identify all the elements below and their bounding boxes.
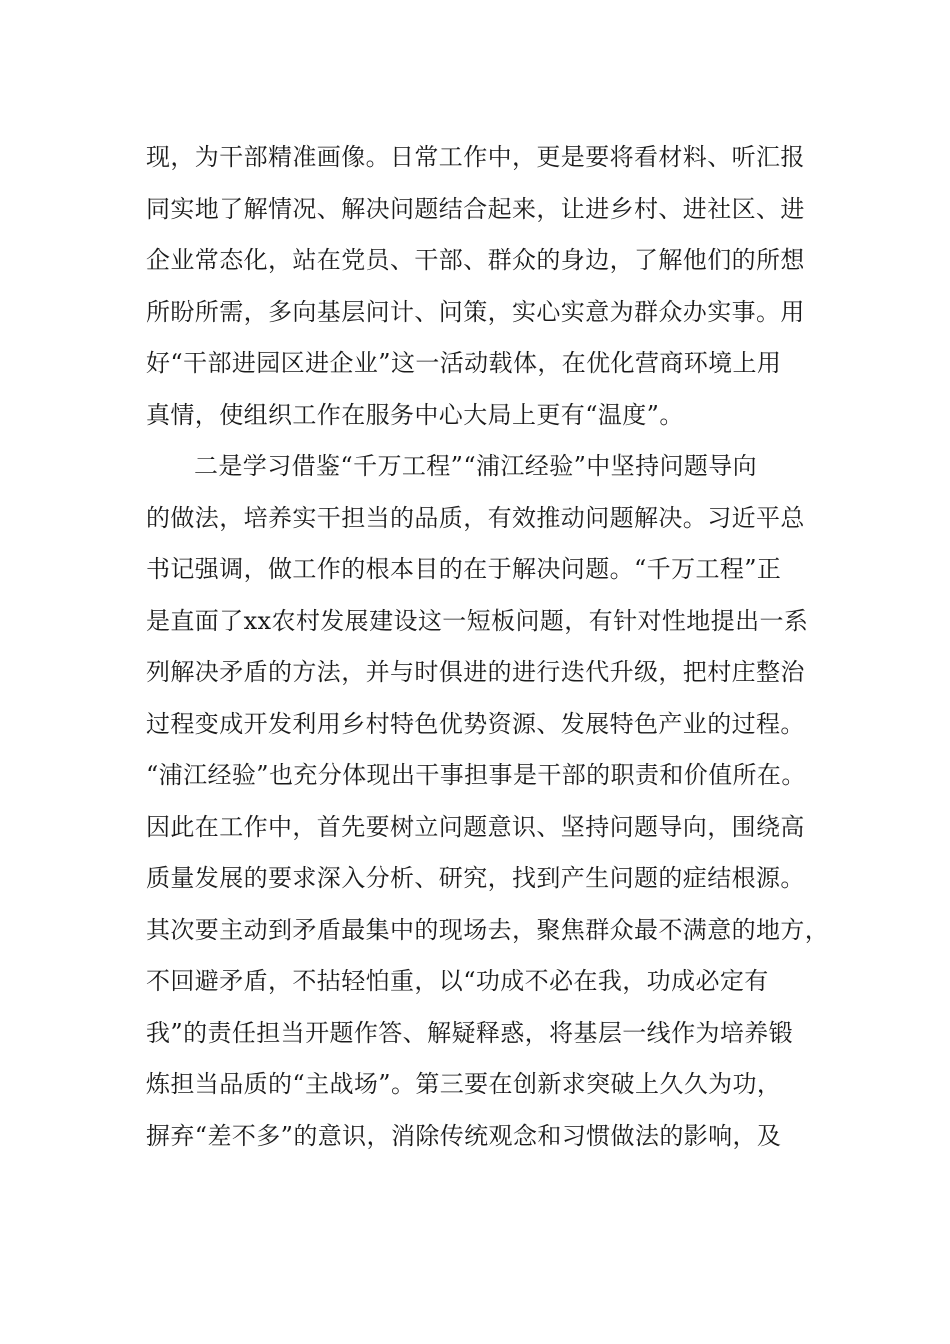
text-line: 我”的责任担当开题作答、解疑释惑，将基层一线作为培养锻 (146, 1018, 794, 1047)
text-line: 不回避矛盾，不拈轻怕重，以“功成不必在我，功成必定有 (146, 967, 769, 995)
text-line: 同实地了解情况、解决问题结合起来，让进乡村、进社区、进 (146, 194, 805, 223)
text-line: 摒弃“差不多”的意识，消除传统观念和习惯做法的影响，及 (146, 1121, 782, 1150)
text-line: 是直面了xx农村发展建设这一短板问题，有针对性地提出一系 (146, 606, 809, 635)
text-line: 因此在工作中，首先要树立问题意识、坚持问题导向，围绕高 (146, 812, 805, 841)
text-line: 质量发展的要求深入分析、研究，找到产生问题的症结根源。 (146, 864, 805, 892)
text-line: “浦江经验”也充分体现出干事担事是干部的职责和价值所在。 (146, 761, 806, 789)
text-line: 企业常态化，站在党员、干部、群众的身边，了解他们的所想 (146, 246, 805, 274)
text-line: 二是学习借鉴“千万工程”“浦江经验”中坚持问题导向 (194, 452, 758, 480)
text-line: 列解决矛盾的方法，并与时俱进的进行迭代升级，把村庄整治 (146, 658, 805, 686)
text-line: 过程变成开发利用乡村特色优势资源、发展特色产业的过程。 (146, 709, 805, 738)
paragraph-1 (146, 132, 816, 441)
text-line: 的做法，培养实干担当的品质，有效推动问题解决。习近平总 (146, 503, 805, 532)
paragraph-2 (146, 441, 830, 1162)
text-line: 真情，使组织工作在服务中心大局上更有“温度”。 (146, 400, 684, 429)
text-line: 好“干部进园区进企业”这一活动载体，在优化营商环境上用 (146, 349, 782, 377)
text-line: 其次要主动到矛盾最集中的现场去，聚焦群众最不满意的地方， (146, 915, 830, 944)
text-line: 现，为干部精准画像。日常工作中，更是要将看材料、听汇报 (146, 143, 805, 171)
text-line: 书记强调，做工作的根本目的在于解决问题。“千万工程”正 (146, 555, 782, 583)
text-line: 炼担当品质的“主战场”。第三要在创新求突破上久久为功， (146, 1070, 782, 1098)
text-line: 所盼所需，多向基层问计、问策，实心实意为群众办实事。用 (146, 297, 805, 326)
